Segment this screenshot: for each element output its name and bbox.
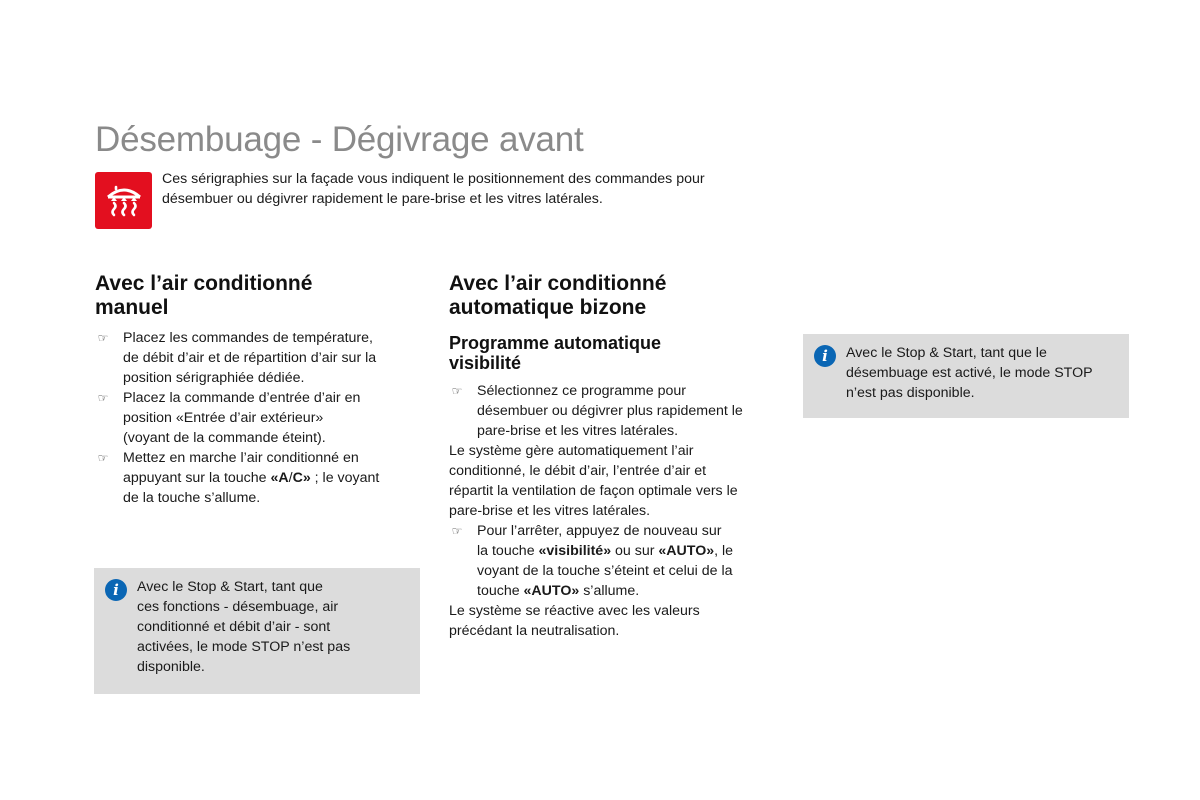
manual-steps	[95, 328, 415, 508]
pointing-hand-icon: ☞	[97, 391, 109, 405]
pointing-hand-icon: ☞	[97, 331, 109, 345]
list-item: ☞ Pour l’arrêter, appuyez de nouveau sur la touche «visibilité» ou sur «AUTO», le voyant de la touche s’éteint et celui de la touche «AUTO» s’allume.	[449, 521, 779, 601]
intro-line: désembuer ou dégivrer rapidement le pare-brise et les vitres latérales.	[162, 191, 603, 207]
page-title: Désembuage - Dégivrage avant	[95, 120, 584, 159]
info-text: Avec le Stop & Start, tant que le désembuage est activé, le mode STOP n’est pas disponible.	[846, 345, 1093, 401]
auto-key-label: «AUTO»	[523, 583, 580, 599]
pointing-hand-icon: ☞	[451, 384, 463, 398]
intro-line: Ces sérigraphies sur la façade vous indiquent le positionnement des commandes pour	[162, 171, 705, 187]
auto-heading: Avec l’air conditionné automatique bizone	[449, 272, 667, 319]
manual-heading: Avec l’air conditionné manuel	[95, 272, 313, 319]
list-item: ☞ Placez la commande d’entrée d’air en position «Entrée d’air extérieur» (voyant de la commande éteint).	[95, 388, 415, 448]
info-box-manual	[94, 568, 420, 694]
intro-text	[162, 169, 772, 209]
auto-steps	[449, 381, 779, 641]
visibility-program-heading: Programme automatique visibilité	[449, 333, 662, 373]
paragraph: Le système se réactive avec les valeurs précédant la neutralisation.	[449, 603, 700, 639]
rear-defrost-icon	[95, 172, 152, 229]
list-item: ☞ Placez les commandes de température, de débit d’air et de répartition d’air sur la position sérigraphiée dédiée.	[95, 328, 415, 388]
visibility-key-label: «visibilité»	[538, 543, 612, 559]
pointing-hand-icon: ☞	[451, 524, 463, 538]
list-item: ☞ Mettez en marche l’air conditionné en appuyant sur la touche «A/C» ; le voyant de la touche s’allume.	[95, 448, 415, 508]
auto-key-label: «AUTO»	[658, 543, 715, 559]
info-icon: i	[814, 345, 836, 367]
pointing-hand-icon: ☞	[97, 451, 109, 465]
list-item: ☞ Sélectionnez ce programme pour désembuer ou dégivrer plus rapidement le pare-brise et les vitres latérales.	[449, 381, 779, 441]
paragraph: Le système gère automatiquement l’air conditionné, le débit d’air, l’entrée d’air et répartit la ventilation de façon optimale vers le pare-brise et les vitres latérales.	[449, 443, 738, 519]
info-box-auto	[803, 334, 1129, 418]
ac-key-label: «A/C»	[270, 470, 311, 486]
info-text: Avec le Stop & Start, tant que ces fonctions - désembuage, air conditionné et débit d’air - sont activées, le mode STOP n’est pas disponible.	[137, 579, 351, 675]
defrost-glyph	[102, 181, 146, 221]
info-icon: i	[105, 579, 127, 601]
